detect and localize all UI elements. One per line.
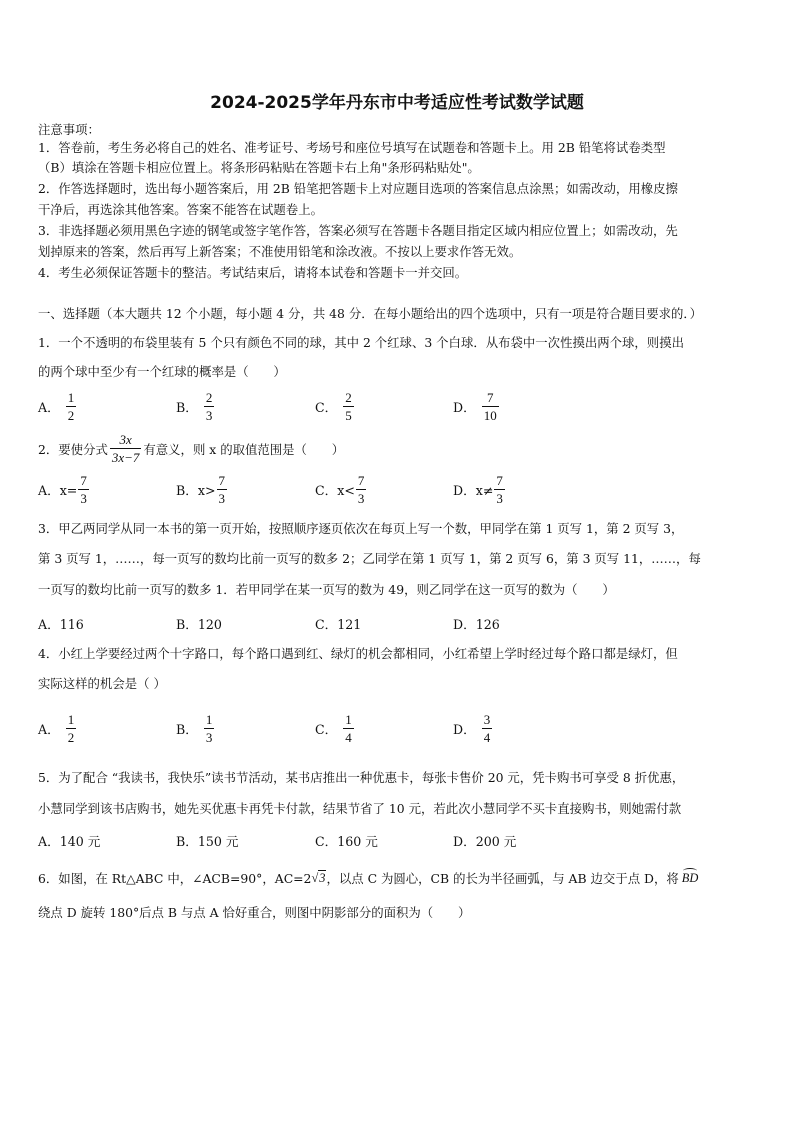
fraction [343, 390, 354, 423]
denominator: 3 [80, 491, 87, 506]
q1-option-d [453, 390, 499, 423]
denominator: 2 [67, 730, 75, 745]
option-label: A． [38, 722, 60, 737]
q2-stem [38, 432, 344, 465]
option-label: C．x< [315, 483, 355, 498]
q3-stem: 3．甲乙两同学从同一本书的第一页开始，按照顺序逐页依次在每页上写一个数，甲同学在第 1 页写 1，第 2 页写 3， [38, 521, 684, 536]
q6-stem-mid: ，以点 C 为圆心，CB 的 [326, 871, 466, 886]
q1-option-c [315, 390, 354, 423]
q5-option-d: D．200 元 [453, 834, 517, 849]
arc-bd: BD [681, 870, 699, 885]
q2-option-d [453, 473, 505, 506]
numerator: 1 [205, 712, 213, 727]
q1-stem: 1．一个不透明的布袋里装有 5 个只有颜色不同的球，其中 2 个红球、3 个白球．从布袋中一次性摸出两个球，则摸出 [38, 335, 684, 350]
q1-stem: 的两个球中至少有一个红球的概率是（ ） [38, 364, 286, 379]
fraction [494, 473, 505, 506]
denominator: 3 [205, 408, 213, 423]
numerator: 1 [345, 712, 352, 727]
option-label: A．x= [38, 483, 78, 498]
q3-option-d: D．126 [453, 617, 500, 632]
notice-line: 1．答卷前，考生务必将自己的姓名、准考证号、考场号和座位号填写在试题卷和答题卡上。用 2B 铅笔将试卷类型 [38, 140, 666, 155]
fraction [482, 712, 493, 745]
numerator: 7 [80, 473, 87, 488]
page-title: 2024-2025学年丹东市中考适应性考试数学试题 [210, 93, 584, 113]
section-heading: 一、选择题（本大题共 12 个小题，每小题 4 分，共 48 分．在每小题给出的四个选项中，只有一项是符合题目要求的．） [38, 306, 702, 321]
notice-heading: 注意事项： [38, 122, 100, 137]
notice-line: 4．考生必须保证答题卡的整洁。考试结束后，请将本试卷和答题卡一并交回。 [38, 265, 468, 280]
fraction [482, 390, 499, 423]
q4-option-d [453, 712, 492, 745]
q1-option-b [176, 390, 214, 423]
numerator: 7 [486, 390, 494, 405]
option-label: D．x≠ [453, 483, 494, 498]
q3-stem: 一页写的数均比前一页写的数多 1．若甲同学在某一页写的数为 49，则乙同学在这一页写的数为（ ） [38, 582, 615, 597]
q4-option-a [38, 712, 76, 745]
option-label: D． [453, 722, 476, 737]
q2-stem-post: 有意义，则 x 的取值范围是（ ） [143, 441, 345, 457]
denominator: 5 [345, 408, 352, 423]
fraction [356, 473, 367, 506]
denominator: 3 [218, 491, 226, 506]
numerator: 2 [205, 390, 213, 405]
notice-line: （B）填涂在答题卡相应位置上。将条形码粘贴在答题卡右上角"条形码粘贴处"。 [38, 160, 480, 175]
fraction [343, 712, 354, 745]
q3-option-a: A．116 [38, 617, 84, 632]
numerator: 7 [218, 473, 226, 488]
q6-stem [38, 869, 698, 887]
q2-option-a [38, 473, 89, 506]
numerator: 3x [119, 432, 132, 447]
fraction [66, 390, 77, 423]
option-label: B． [176, 722, 198, 737]
fraction [204, 390, 215, 423]
q4-option-c [315, 712, 354, 745]
numerator: 7 [496, 473, 503, 488]
q6-stem-pre: 6．如图，在 Rt△ABC 中，∠ACB=90°，AC=2 [38, 871, 312, 886]
notice-line: 干净后，再选涂其他答案。答案不能答在试题卷上。 [38, 202, 323, 217]
q6-stem-mid2: 长为半径画弧，与 AB 边交于点 D，将 [465, 871, 679, 886]
q4-stem: 4．小红上学要经过两个十字路口，每个路口遇到红、绿灯的机会都相同，小红希望上学时经过每个路口都是绿灯，但 [38, 646, 678, 661]
notice-line: 划掉原来的答案，然后再写上新答案；不准使用铅笔和涂改液。不按以上要求作答无效。 [38, 244, 522, 259]
option-label: C． [315, 400, 338, 415]
q3-option-b: B．120 [176, 617, 222, 632]
fraction [110, 432, 142, 465]
q4-stem: 实际这样的机会是（ ） [38, 676, 166, 691]
q2-option-c [315, 473, 366, 506]
q5-stem: 5．为了配合 “我读书，我快乐”读书节活动，某书店推出一种优惠卡，每张卡售价 20 元，凭卡购书可享受 8 折优惠， [38, 770, 685, 785]
option-label: D． [453, 400, 476, 415]
numerator: 1 [67, 712, 75, 727]
q3-stem: 第 3 页写 1，……，每一页写的数均比前一页写的数多 2；乙同学在第 1 页写 1，第 2 页写 6，第 3 页写 11，……，每 [38, 551, 701, 566]
q5-option-a: A．140 元 [38, 834, 101, 849]
q6-stem: 绕点 D 旋转 180°后点 B 与点 A 恰好重合，则图中阴影部分的面积为（ ） [38, 905, 471, 920]
numerator: 2 [345, 390, 352, 405]
q5-stem: 小慧同学到该书店购书，她先买优惠卡再凭卡付款，结果节省了 10 元，若此次小慧同学不买卡直接购书，则她需付款 [38, 801, 682, 816]
denominator: 3x−7 [111, 450, 140, 465]
q2-stem-pre: 2．要使分式 [38, 441, 108, 457]
q5-option-b: B．150 元 [176, 834, 239, 849]
q3-option-c: C．121 [315, 617, 362, 632]
q4-option-b [176, 712, 214, 745]
fraction [78, 473, 89, 506]
numerator: 7 [357, 473, 365, 488]
numerator: 3 [483, 712, 491, 727]
q5-option-c: C．160 元 [315, 834, 378, 849]
denominator: 4 [483, 730, 491, 745]
fraction [204, 712, 215, 745]
option-label: C． [315, 722, 338, 737]
radicand: 3 [319, 870, 326, 885]
denominator: 4 [345, 730, 352, 745]
denominator: 3 [357, 491, 365, 506]
denominator: 3 [205, 730, 213, 745]
denominator: 2 [67, 408, 75, 423]
notice-line: 2．作答选择题时，选出每小题答案后，用 2B 铅笔把答题卡上对应题目选项的答案信息点涂黑；如需改动，用橡皮擦 [38, 181, 678, 196]
fraction [217, 473, 228, 506]
q2-option-b [176, 473, 227, 506]
q1-option-a [38, 390, 76, 423]
fraction [66, 712, 77, 745]
option-label: B． [176, 400, 198, 415]
numerator: 1 [67, 390, 75, 405]
sqrt-expression: √3 [311, 870, 326, 885]
option-label: A． [38, 400, 60, 415]
option-label: B．x> [176, 483, 216, 498]
denominator: 10 [483, 408, 497, 423]
notice-line: 3．非选择题必须用黑色字迹的钢笔或签字笔作答，答案必须写在答题卡各题目指定区域内相应位置上；如需改动，先 [38, 223, 678, 238]
denominator: 3 [496, 491, 503, 506]
